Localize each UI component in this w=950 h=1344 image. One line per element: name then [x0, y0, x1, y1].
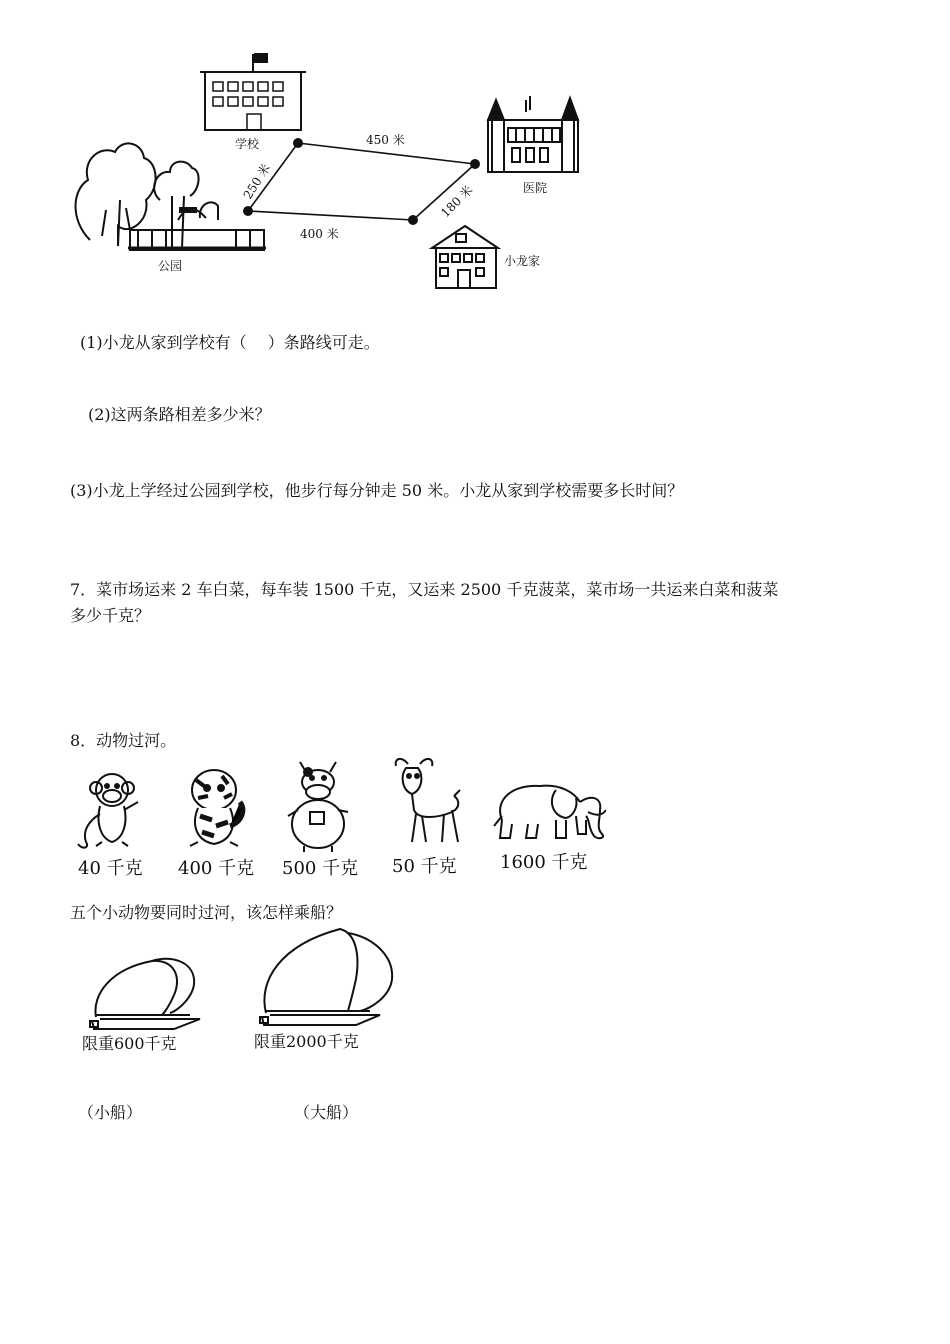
tiger-weight: 400 千克 — [178, 858, 255, 879]
park-scene — [76, 143, 267, 250]
monkey-icon — [78, 774, 138, 848]
question-8-title: 8．动物过河。 — [70, 731, 177, 750]
school-label: 学校 — [235, 137, 260, 151]
school-node — [293, 138, 303, 148]
question-7-line2: 多少千克？ — [70, 606, 151, 625]
hospital-node — [470, 159, 480, 169]
distance-park-home: 400 米 — [300, 227, 339, 241]
small-boat-caption: （小船） — [78, 1103, 143, 1122]
goat-weight: 50 千克 — [392, 856, 457, 877]
question-2: (2)这两条路相差多少米？ — [88, 405, 271, 424]
hospital-label: 医院 — [523, 181, 548, 195]
elephant-weight: 1600 千克 — [500, 852, 588, 873]
small-boat-icon — [90, 959, 200, 1029]
goat-icon — [396, 759, 460, 842]
home-node — [408, 215, 418, 225]
question-7-line1: 7．菜市场运来 2 车白菜，每车装 1500 千克，又运来 2500 千克菠菜，菜市场一共运来白菜和菠菜 — [70, 580, 779, 599]
distance-hospital-home: 180 米 — [438, 182, 476, 221]
home-building — [432, 226, 498, 288]
park-label: 公园 — [158, 259, 183, 273]
boats-row — [70, 925, 430, 1065]
monkey-weight: 40 千克 — [78, 858, 143, 879]
small-boat-limit: 限重600千克 — [82, 1034, 177, 1053]
question-1: (1)小龙从家到学校有（ ）条路线可走。 — [80, 333, 380, 352]
cow-icon — [288, 762, 348, 852]
animals-row — [66, 750, 606, 880]
home-label: 小龙家 — [504, 254, 541, 268]
park-node — [243, 206, 253, 216]
school-building — [200, 54, 306, 130]
route-map — [60, 40, 620, 300]
cow-weight: 500 千克 — [282, 858, 359, 879]
question-8-prompt: 五个小动物要同时过河，该怎样乘船？ — [70, 903, 343, 922]
big-boat-limit: 限重2000千克 — [254, 1032, 359, 1051]
question-3: (3)小龙上学经过公园到学校，他步行每分钟走 50 米。小龙从家到学校需要多长时间？ — [70, 481, 684, 500]
big-boat-icon — [260, 929, 392, 1025]
big-boat-caption: （大船） — [294, 1103, 359, 1122]
distance-school-hospital: 450 米 — [366, 133, 405, 147]
elephant-icon — [494, 786, 606, 838]
tiger-icon — [190, 770, 243, 846]
hospital-building — [488, 96, 578, 172]
distance-park-school: 250 米 — [240, 161, 274, 202]
